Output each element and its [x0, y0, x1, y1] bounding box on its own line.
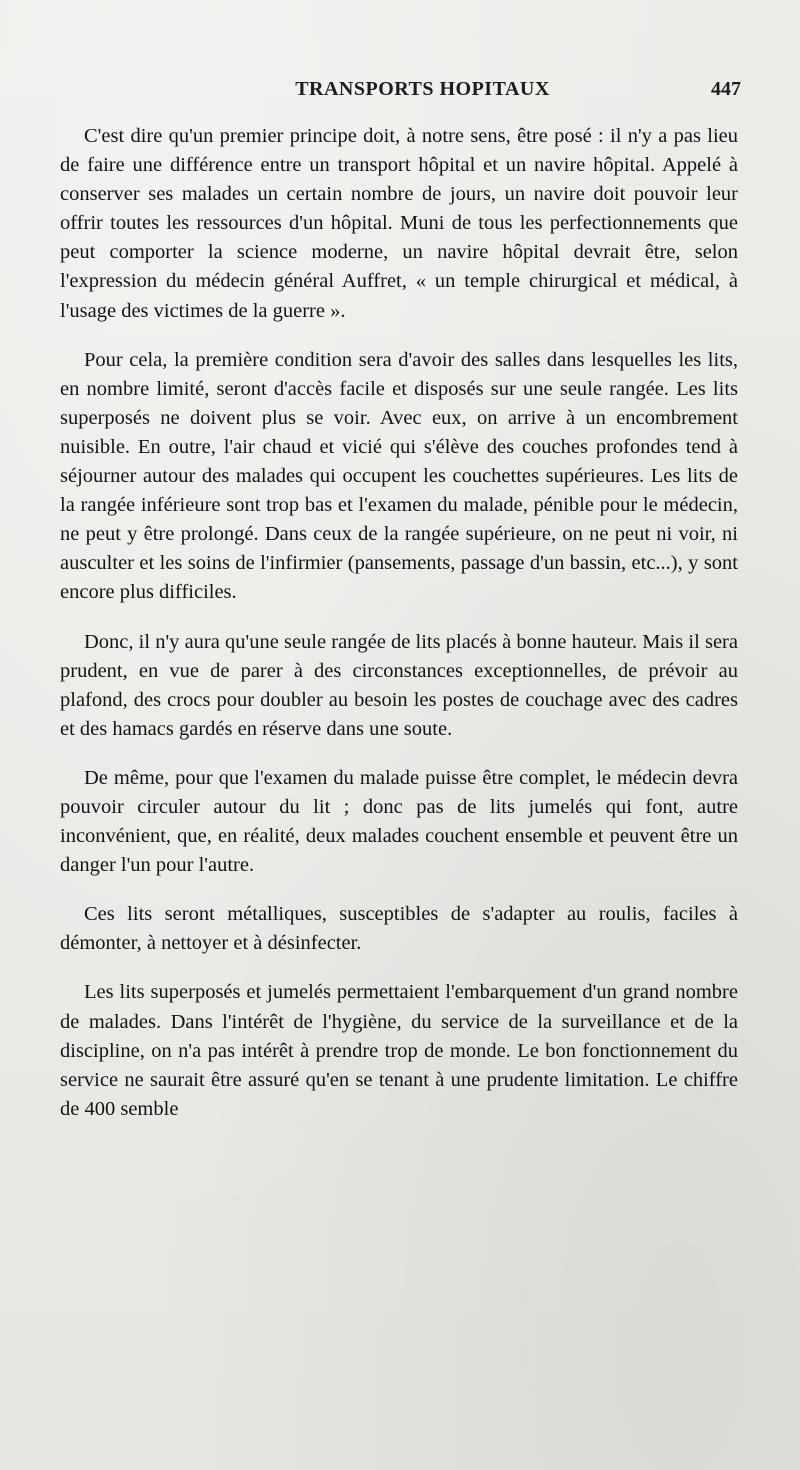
running-title: TRANSPORTS HOPITAUX: [295, 78, 550, 100]
page-number: 447: [711, 78, 741, 100]
page-header: [60, 78, 745, 108]
paragraph: Ces lits seront métalliques, susceptibles de s'adapter au roulis, faciles à démonter, à nettoyer et à désinfecter.: [60, 903, 738, 955]
paragraph: C'est dire qu'un premier principe doit, à notre sens, être posé : il n'y a pas lieu de faire une différence entre un transport hôpital et un navire hôpital. Appelé à conserver ses malades un certain nombre de jours, un navire doit pouvoir leur offrir toutes les ressources d'un hôpital. Muni de tous les perfectionnements que peut comporter la science moderne, un navire hôpital devrait être, selon l'expression du médecin général Auffret, « un temple chirurgical et médical, à l'usage des victimes de la guerre ».: [60, 125, 738, 322]
paragraph: Les lits superposés et jumelés permettaient l'embarquement d'un grand nombre de malades. Dans l'intérêt de l'hygiène, du service de la surveillance et de la discipline, on n'a pas intérêt à prendre trop de monde. Le bon fonctionnement du service ne saurait être assuré qu'en se tenant à une prudente limitation. Le chiffre de 400 semble: [60, 981, 738, 1120]
paragraph: De même, pour que l'examen du malade puisse être complet, le médecin devra pouvoir circuler autour du lit ; donc pas de lits jumelés qui font, autre inconvénient, que, en réalité, deux malades couchent ensemble et peuvent être un danger l'un pour l'autre.: [60, 766, 738, 877]
body-text: [60, 122, 738, 1124]
paragraph: Donc, il n'y aura qu'une seule rangée de lits placés à bonne hauteur. Mais il sera prudent, en vue de parer à des circonstances exceptionnelles, de prévoir au plafond, des crocs pour doubler au besoin les postes de couchage avec des cadres et des hamacs gardés en réserve dans une soute.: [60, 630, 738, 740]
paragraph: Pour cela, la première condition sera d'avoir des salles dans lesquelles les lits, en nombre limité, seront d'accès facile et disposés sur une seule rangée. Les lits superposés ne doivent plus se voir. Avec eux, on arrive à un encombrement nuisible. En outre, l'air chaud et vicié qui s'élève des couches profondes tend à séjourner autour des malades qui occupent les couchettes supérieures. Les lits de la rangée inférieure sont trop bas et l'examen du malade, pénible pour le médecin, ne peut y être prolongé. Dans ceux de la rangée supérieure, on ne peut ni voir, ni ausculter et les soins de l'infirmier (pansements, passage d'un bassin, etc...), y sont encore plus difficiles.: [60, 348, 738, 604]
